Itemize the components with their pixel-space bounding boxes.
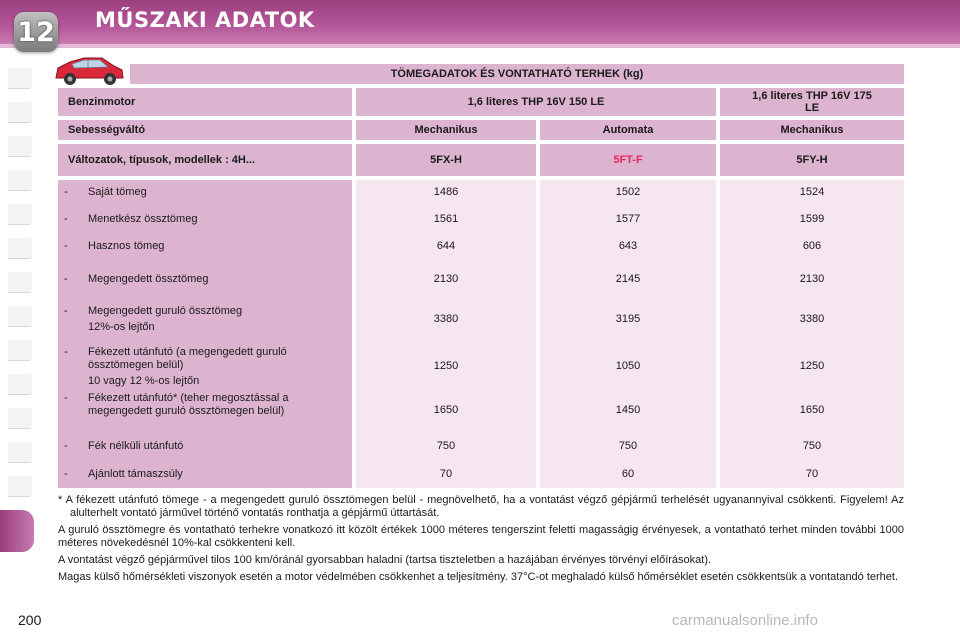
row-value: 1486 <box>433 186 459 198</box>
chapter-badge: 12 <box>14 12 58 52</box>
variants-label: Változatok, típusok, modellek : 4H... <box>58 144 352 176</box>
row-value: 1599 <box>799 213 825 225</box>
row-value: 750 <box>802 440 822 452</box>
row-value: 1502 <box>615 186 641 198</box>
row-value: 2145 <box>615 273 641 285</box>
row-label: Ajánlott támaszsúly <box>88 468 183 480</box>
row-value: 3195 <box>615 313 641 325</box>
watermark: carmanualsonline.info <box>672 612 818 629</box>
row-dash: - <box>64 273 68 285</box>
chapter-index-strip <box>0 48 36 538</box>
row-label: Saját tömeg <box>88 186 147 198</box>
header-rule <box>0 44 960 48</box>
engine-label: Benzinmotor <box>58 88 352 116</box>
row-label: Hasznos tömeg <box>88 240 165 252</box>
variant-col1: 5FX-H <box>356 144 536 176</box>
footnote-asterisk: * A fékezett utánfutó tömege - a megengedett guruló össztömegen belül - megnövelhető, ha a vontatást végző gépjármű terhelését ugyanannyival csökkenti. Figyelem! Az alulterhelt vontató járművel történő vontatás ronthatja a gépjármű úttartását. <box>58 494 904 519</box>
row-value: 1050 <box>615 360 641 372</box>
gearbox-col2: Automata <box>540 120 716 140</box>
footnotes <box>58 494 904 588</box>
row-value: 1250 <box>433 360 459 372</box>
row-value: 70 <box>439 468 453 480</box>
index-tab[interactable] <box>8 102 32 123</box>
row-sublabel: 12%-os lejtőn <box>88 321 155 333</box>
index-tab[interactable] <box>8 272 32 293</box>
footnote-temperature: Magas külső hőmérsékleti viszonyok esetén a motor védelmében csökkenhet a teljesítmény. 37°C-ot meghaladó külső hőmérséklet esetén csökkentsük a vontatandó terhet. <box>58 571 899 583</box>
row-dash: - <box>64 440 68 452</box>
row-value: 2130 <box>433 273 459 285</box>
gearbox-col3: Mechanikus <box>720 120 904 140</box>
row-value: 750 <box>436 440 456 452</box>
row-sublabel: 10 vagy 12 %-os lejtőn <box>88 375 200 387</box>
index-tab[interactable] <box>8 374 32 395</box>
engine-col2: 1,6 literes THP 16V 175 LE <box>720 88 904 116</box>
row-value: 3380 <box>433 313 459 325</box>
row-value: 1450 <box>615 404 641 416</box>
row-label: Megengedett guruló össztömeg <box>88 305 243 317</box>
page-number: 200 <box>18 612 42 628</box>
index-tab[interactable] <box>8 408 32 429</box>
index-tab[interactable] <box>8 136 32 157</box>
row-dash: - <box>64 468 68 480</box>
index-tab[interactable] <box>8 306 32 327</box>
row-label: Fék nélküli utánfutó <box>88 440 184 452</box>
table-title: TÖMEGADATOK ÉS VONTATHATÓ TERHEK (kg) <box>130 64 904 84</box>
gearbox-col1: Mechanikus <box>356 120 536 140</box>
row-label: Megengedett össztömeg <box>88 273 209 285</box>
engine-col1: 1,6 literes THP 16V 150 LE <box>356 88 716 116</box>
index-tab[interactable] <box>8 204 32 225</box>
row-value: 1524 <box>799 186 825 198</box>
row-dash: - <box>64 392 68 404</box>
index-tab[interactable] <box>8 442 32 463</box>
gearbox-label: Sebességváltó <box>58 120 352 140</box>
row-label: Fékezett utánfutó* (teher megosztással a megengedett guruló össztömegen belül) <box>88 392 289 417</box>
footnote-speed: A vontatást végző gépjárművel tilos 100 km/óránál gyorsabban haladni (tartsa tiszteletben a hazájában érvényes törvényi előírásokat). <box>58 554 712 566</box>
row-value: 1250 <box>799 360 825 372</box>
index-tab[interactable] <box>8 238 32 259</box>
index-tab[interactable] <box>8 340 32 361</box>
row-value: 643 <box>618 240 638 252</box>
row-dash: - <box>64 305 68 317</box>
row-value: 606 <box>802 240 822 252</box>
row-dash: - <box>64 240 68 252</box>
active-chapter-tab[interactable] <box>0 510 34 552</box>
row-dash: - <box>64 186 68 198</box>
row-label: Menetkész össztömeg <box>88 213 198 225</box>
index-tab[interactable] <box>8 170 32 191</box>
row-value: 1561 <box>433 213 459 225</box>
row-value: 2130 <box>799 273 825 285</box>
row-value: 750 <box>618 440 638 452</box>
row-value: 644 <box>436 240 456 252</box>
row-dash: - <box>64 213 68 225</box>
variant-col2: 5FT-F <box>540 144 716 176</box>
row-value: 1650 <box>433 404 459 416</box>
row-label: Fékezett utánfutó (a megengedett guruló össztömegen belül) <box>88 346 287 371</box>
index-tab[interactable] <box>8 476 32 497</box>
row-value: 1650 <box>799 404 825 416</box>
row-value: 70 <box>805 468 819 480</box>
variant-col3: 5FY-H <box>720 144 904 176</box>
row-value: 1577 <box>615 213 641 225</box>
row-value: 60 <box>621 468 635 480</box>
footnote-altitude: A guruló össztömegre és vontatható terhekre vonatkozó itt közölt értékek 1000 méteres tengerszint feletti magasságig érvényesek, a vontatható terhet minden további 1000 méteres növekedésnél 10%-kal csökkenteni kell. <box>58 524 904 549</box>
car-icon <box>52 50 126 90</box>
row-value: 3380 <box>799 313 825 325</box>
page-title: MŰSZAKI ADATOK <box>95 8 315 32</box>
index-tab[interactable] <box>8 68 32 89</box>
row-dash: - <box>64 346 68 358</box>
